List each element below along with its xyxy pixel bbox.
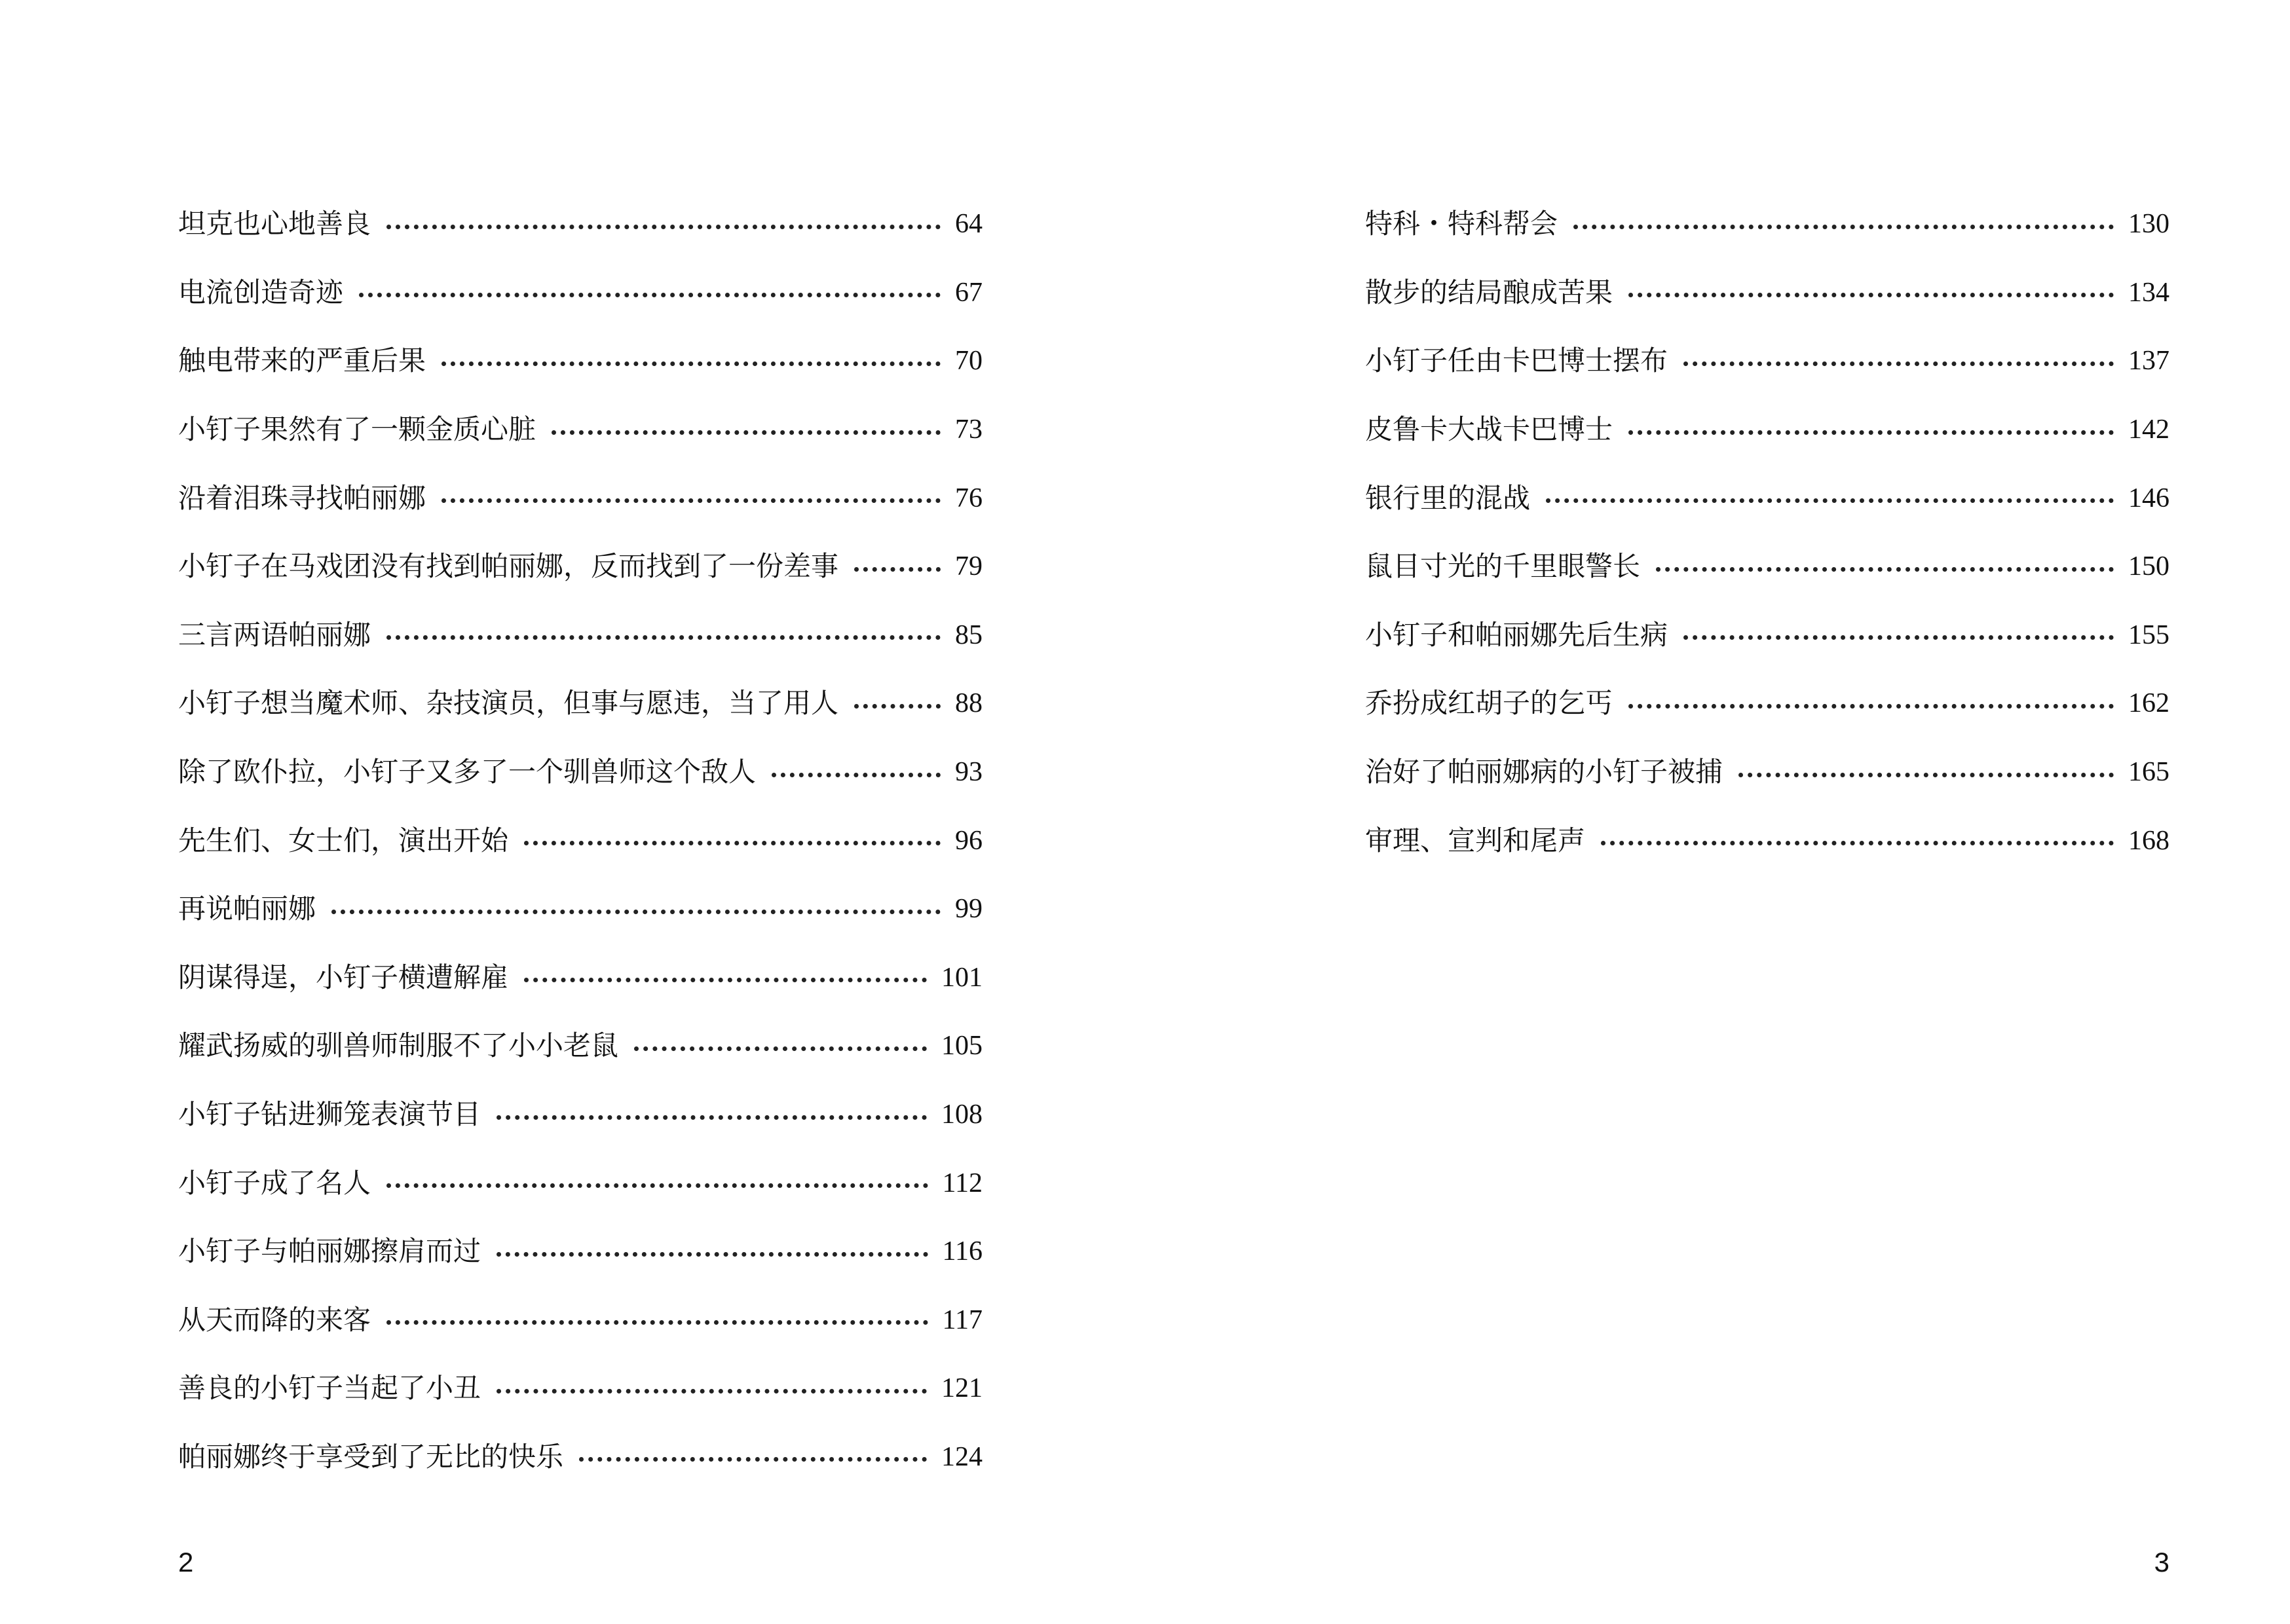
dot-leader — [386, 1320, 928, 1325]
toc-entry-title: 再说帕丽娜 — [178, 893, 316, 925]
toc-entry-title: 阴谋得逞，小钉子横遭解雇 — [178, 961, 509, 993]
toc-entry[interactable] — [1365, 738, 2169, 807]
toc-entry[interactable] — [1365, 396, 2169, 464]
toc-entry-title: 沿着泪珠寻找帕丽娜 — [178, 481, 426, 514]
toc-entry[interactable] — [178, 190, 983, 259]
page-number-right: 3 — [2154, 1547, 2169, 1578]
toc-entry-title: 皮鲁卡大战卡巴博士 — [1365, 413, 1613, 446]
dot-leader — [441, 498, 941, 503]
toc-entry-title: 电流创造奇迹 — [178, 276, 344, 308]
toc-entry-title: 先生们、女士们，演出开始 — [178, 824, 509, 857]
toc-entry-page: 165 — [2128, 757, 2169, 788]
toc-entry-page: 162 — [2128, 688, 2169, 719]
toc-entry[interactable] — [178, 669, 983, 738]
dot-leader — [1628, 430, 2114, 435]
toc-entry-page: 137 — [2128, 346, 2169, 377]
toc-entry-title: 小钉子想当魔术师、杂技演员，但事与愿违，当了用人 — [178, 687, 839, 720]
toc-entry-page: 99 — [955, 894, 983, 925]
toc-entry-title: 银行里的混战 — [1365, 481, 1531, 514]
toc-entry-title: 乔扮成红胡子的乞丐 — [1365, 687, 1613, 720]
dot-leader — [497, 1115, 927, 1120]
toc-entry-page: 121 — [941, 1373, 983, 1404]
toc-entry-page: 96 — [955, 825, 983, 856]
dot-leader — [552, 430, 941, 435]
toc-entry[interactable] — [1365, 601, 2169, 670]
toc-entry-page: 134 — [2128, 277, 2169, 308]
dot-leader — [1738, 773, 2114, 777]
toc-entry-title: 小钉子和帕丽娜先后生病 — [1365, 618, 1668, 651]
toc-entry[interactable] — [178, 1354, 983, 1423]
toc-entry-title: 三言两语帕丽娜 — [178, 618, 371, 651]
page-number-left: 2 — [178, 1547, 194, 1578]
toc-entry-page: 130 — [2128, 209, 2169, 240]
toc-entry-page: 146 — [2128, 483, 2169, 513]
toc-entry-title: 小钉子果然有了一颗金质心脏 — [178, 413, 536, 446]
dot-leader — [524, 841, 941, 845]
toc-entry-page: 155 — [2128, 619, 2169, 650]
toc-entry-title: 小钉子任由卡巴博士摆布 — [1365, 344, 1668, 377]
toc-entry[interactable] — [1365, 532, 2169, 601]
toc-entry-title: 小钉子钻进狮笼表演节目 — [178, 1098, 481, 1131]
toc-entry-page: 101 — [941, 962, 983, 993]
dot-leader — [1573, 225, 2114, 229]
dot-leader — [524, 978, 927, 982]
dot-leader — [854, 704, 941, 709]
dot-leader — [1683, 361, 2114, 366]
toc-entry[interactable] — [178, 738, 983, 807]
toc-entry[interactable] — [178, 601, 983, 670]
toc-entry[interactable] — [178, 944, 983, 1012]
dot-leader — [1628, 293, 2114, 297]
toc-entry-title: 触电带来的严重后果 — [178, 344, 426, 377]
dot-leader — [854, 567, 941, 572]
toc-entry-title: 除了欧仆拉，小钉子又多了一个驯兽师这个敌人 — [178, 756, 757, 788]
toc-entry[interactable] — [178, 1217, 983, 1286]
toc-entry-page: 142 — [2128, 415, 2169, 445]
toc-entry[interactable] — [1365, 190, 2169, 259]
toc-entry-page: 88 — [955, 688, 983, 719]
toc-entry-title: 鼠目寸光的千里眼警长 — [1365, 550, 1641, 583]
dot-leader — [1601, 841, 2114, 845]
dot-leader — [386, 635, 941, 640]
toc-entry-title: 善良的小钉子当起了小丑 — [178, 1372, 481, 1405]
toc-entry[interactable] — [1365, 806, 2169, 875]
toc-entry-title: 从天而降的来客 — [178, 1303, 371, 1336]
toc-entry-page: 73 — [955, 415, 983, 445]
toc-entry[interactable] — [1365, 464, 2169, 532]
dot-leader — [772, 773, 941, 777]
dot-leader — [386, 225, 941, 229]
toc-entry-title: 审理、宣判和尾声 — [1365, 824, 1586, 857]
toc-entry-page: 64 — [955, 209, 983, 240]
toc-entry[interactable] — [178, 532, 983, 601]
toc-entry[interactable] — [178, 1080, 983, 1149]
toc-entry-page: 79 — [955, 551, 983, 582]
dot-leader — [579, 1457, 927, 1462]
toc-entry[interactable] — [178, 1286, 983, 1355]
toc-list-left — [178, 190, 983, 1491]
dot-leader — [497, 1252, 928, 1257]
toc-entry[interactable] — [178, 875, 983, 944]
toc-entry[interactable] — [178, 464, 983, 532]
dot-leader — [441, 361, 941, 366]
toc-entry[interactable] — [178, 259, 983, 327]
dot-leader — [331, 910, 941, 914]
dot-leader — [359, 293, 941, 297]
toc-entry-page: 93 — [955, 757, 983, 788]
toc-entry-title: 小钉子成了名人 — [178, 1166, 371, 1199]
toc-entry-title: 坦克也心地善良 — [178, 208, 371, 240]
toc-entry-page: 85 — [955, 619, 983, 650]
toc-entry-page: 116 — [942, 1236, 983, 1267]
toc-entry[interactable] — [1365, 327, 2169, 396]
toc-entry-title: 治好了帕丽娜病的小钉子被捕 — [1365, 756, 1723, 788]
toc-entry[interactable] — [178, 1149, 983, 1217]
toc-list-right — [1365, 190, 2169, 875]
toc-entry[interactable] — [178, 1423, 983, 1492]
dot-leader — [1656, 567, 2114, 572]
toc-entry[interactable] — [178, 327, 983, 396]
toc-entry-title: 特科・特科帮会 — [1365, 208, 1558, 240]
toc-entry-title: 耀武扬威的驯兽师制服不了小小老鼠 — [178, 1029, 619, 1062]
toc-entry[interactable] — [1365, 669, 2169, 738]
toc-entry-page: 124 — [941, 1441, 983, 1472]
dot-leader — [634, 1046, 927, 1051]
toc-entry[interactable] — [178, 806, 983, 875]
toc-entry-page: 117 — [942, 1304, 983, 1335]
toc-entry[interactable] — [178, 1012, 983, 1080]
toc-entry-page: 150 — [2128, 551, 2169, 582]
right-page — [1145, 0, 2290, 1624]
toc-entry-page: 112 — [942, 1168, 983, 1198]
toc-entry-page: 168 — [2128, 825, 2169, 856]
dot-leader — [1546, 498, 2114, 503]
toc-entry-title: 小钉子与帕丽娜擦肩而过 — [178, 1235, 481, 1268]
dot-leader — [1683, 635, 2114, 640]
dot-leader — [1628, 704, 2114, 709]
toc-entry-page: 67 — [955, 277, 983, 308]
dot-leader — [497, 1389, 927, 1393]
toc-entry-page: 70 — [955, 346, 983, 377]
toc-entry-title: 小钉子在马戏团没有找到帕丽娜，反而找到了一份差事 — [178, 550, 839, 583]
toc-entry-page: 76 — [955, 483, 983, 513]
dot-leader — [386, 1183, 928, 1188]
toc-entry-title: 散步的结局酿成苦果 — [1365, 276, 1613, 308]
toc-entry-title: 帕丽娜终于享受到了无比的快乐 — [178, 1440, 564, 1473]
toc-entry-page: 108 — [941, 1099, 983, 1130]
toc-entry[interactable] — [1365, 259, 2169, 327]
toc-entry[interactable] — [178, 396, 983, 464]
toc-entry-page: 105 — [941, 1031, 983, 1061]
